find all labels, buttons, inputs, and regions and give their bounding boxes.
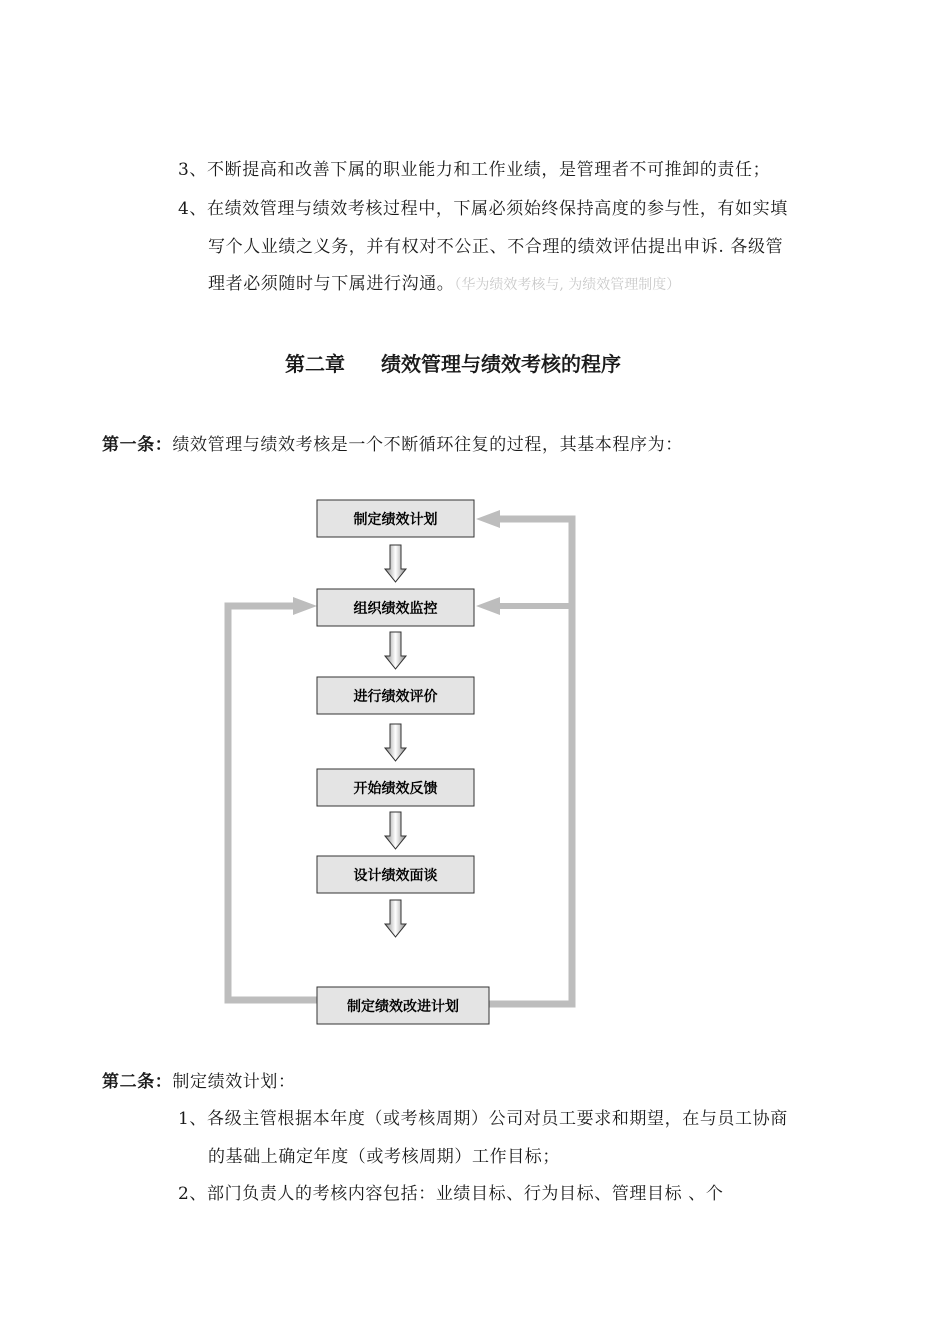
flow-step-3 — [317, 677, 474, 714]
chapter-number: 第二章 — [285, 352, 345, 376]
article-2-item-1-cont: 的基础上确定年度（或考核周期）工作目标； — [208, 1147, 560, 1167]
flow-step-4 — [317, 769, 474, 806]
list-item-4: 4、在绩效管理与绩效考核过程中，下属必须始终保持高度的参与性，有如实填 — [178, 199, 788, 219]
down-arrow — [385, 724, 406, 761]
article-2-item-2: 2、部门负责人的考核内容包括：业绩目标、行为目标、管理目标 、个 — [178, 1184, 724, 1204]
flow-step-1 — [317, 500, 474, 537]
loop-arrowhead-right — [476, 597, 500, 615]
svg-text:制定绩效改进计划: 制定绩效改进计划 — [347, 999, 459, 1015]
list-item-3: 3、不断提高和改善下属的职业能力和工作业绩，是管理者不可推卸的责任； — [178, 160, 771, 180]
down-arrow — [385, 632, 406, 669]
svg-text:制定绩效计划: 制定绩效计划 — [353, 512, 438, 528]
loop-arrowhead-top — [476, 510, 500, 528]
flow-step-2 — [317, 589, 474, 626]
down-arrow — [385, 545, 406, 582]
article-2-text: 制定绩效计划： — [172, 1072, 296, 1092]
article-2-label: 第二条： — [102, 1072, 173, 1092]
down-arrow — [385, 812, 406, 849]
article-1-label: 第一条： — [102, 435, 173, 455]
loop-line-right — [489, 519, 572, 1004]
article-1-text: 绩效管理与绩效考核是一个不断循环往复的过程，其基本程序为： — [172, 435, 683, 455]
flow-step-6 — [317, 987, 489, 1024]
article-2 — [102, 1070, 296, 1094]
svg-text:进行绩效评价: 进行绩效评价 — [353, 689, 438, 705]
svg-text:设计绩效面谈: 设计绩效面谈 — [353, 868, 438, 884]
loop-line-left — [228, 606, 317, 1000]
flow-step-5 — [317, 856, 474, 893]
list-item-4-text: 理者必须随时与下属进行沟通。 — [208, 274, 455, 294]
down-arrow — [385, 900, 406, 937]
loop-arrowhead-left — [293, 597, 317, 615]
watermark-source-note: （华为绩效考核与, 为绩效管理制度） — [454, 277, 681, 293]
svg-text:组织绩效监控: 组织绩效监控 — [353, 601, 438, 617]
article-2-item-1: 1、各级主管根据本年度（或考核周期）公司对员工要求和期望，在与员工协商 — [178, 1109, 788, 1129]
list-item-4-cont: 写个人业绩之义务，并有权对不公正、不合理的绩效评估提出申诉. 各级管 — [208, 237, 784, 257]
chapter-title: 绩效管理与绩效考核的程序 — [381, 352, 621, 376]
svg-text:开始绩效反馈: 开始绩效反馈 — [353, 781, 438, 797]
